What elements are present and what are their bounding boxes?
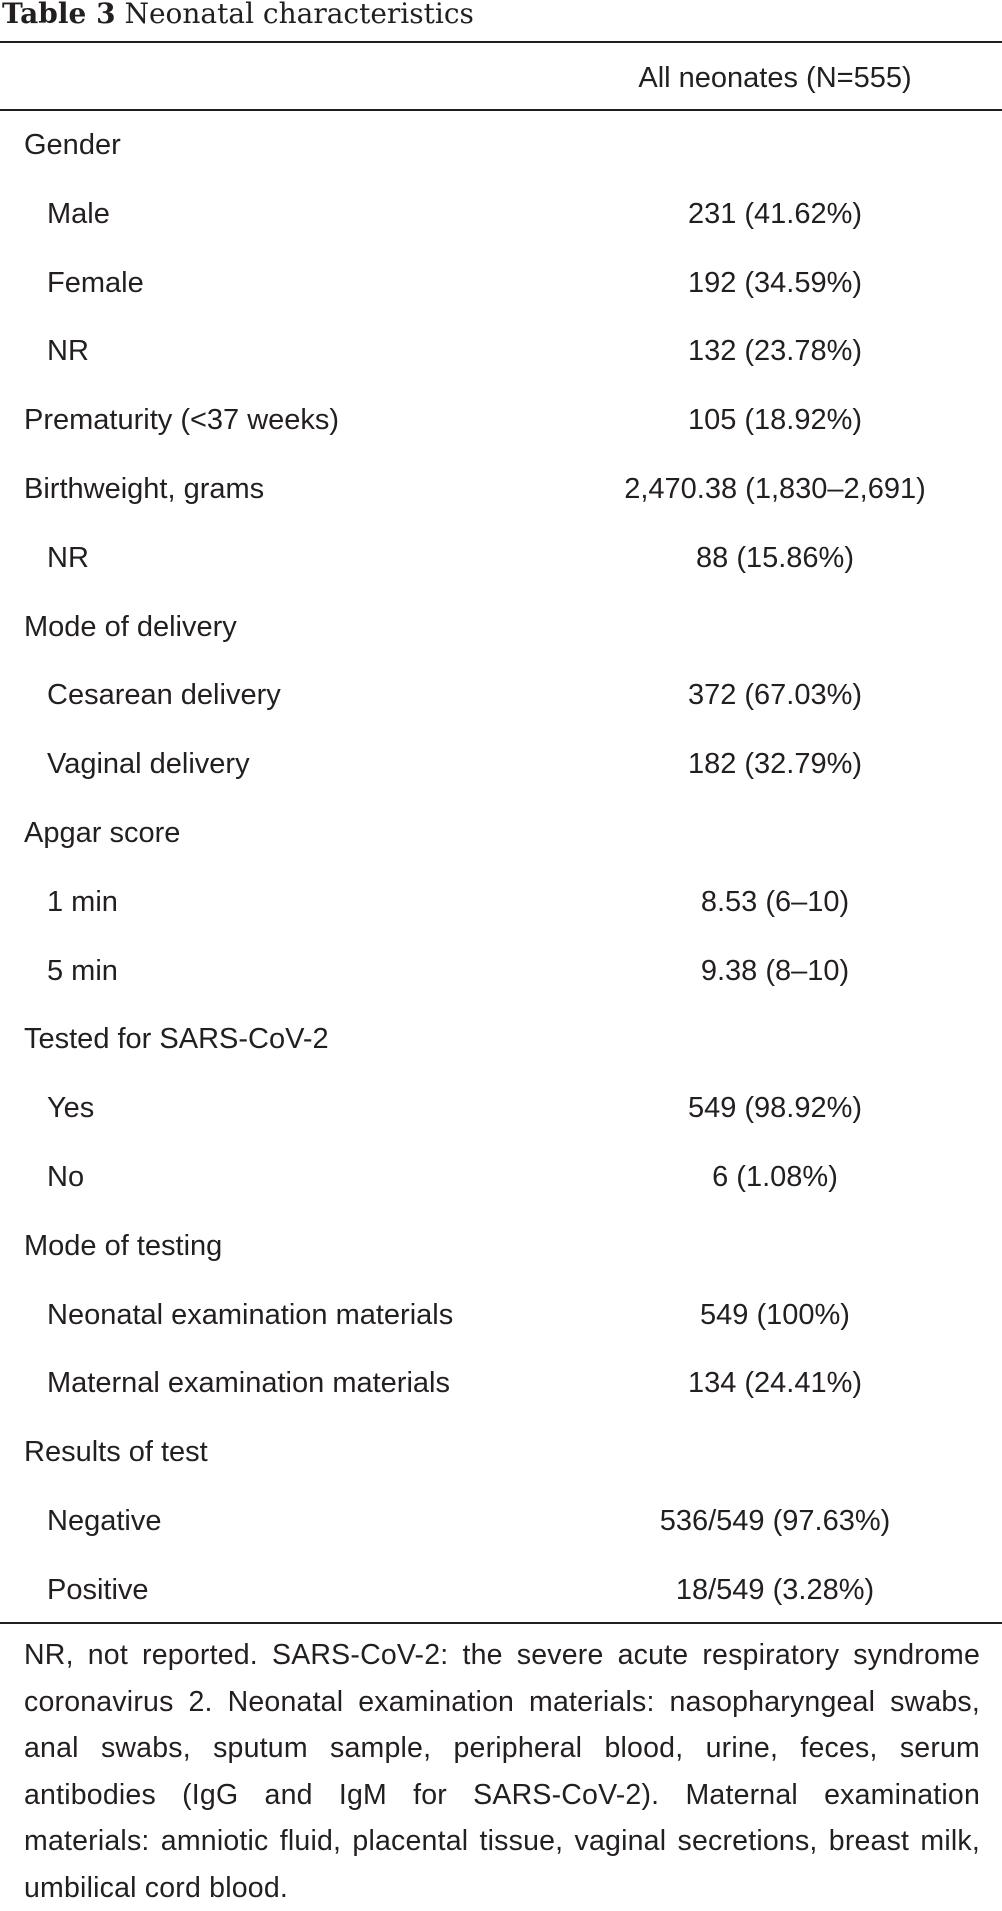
top-rule <box>0 41 1002 43</box>
row-value: 8.53 (6–10) <box>700 885 850 918</box>
table-row <box>0 1287 1002 1356</box>
row-label: Maternal examination materials <box>47 1367 450 1400</box>
row-value: 549 (100%) <box>700 1298 850 1331</box>
row-label: Gender <box>24 129 121 161</box>
row-value: 9.38 (8–10) <box>700 954 850 987</box>
row-label: Cesarean delivery <box>47 679 281 712</box>
row-value: 134 (24.41%) <box>687 1367 863 1400</box>
row-label: No <box>47 1160 85 1193</box>
row-label: Yes <box>47 1092 95 1125</box>
row-value: 18/549 (3.28%) <box>675 1573 875 1606</box>
header-rule <box>0 109 1002 111</box>
row-label: Results of test <box>24 1436 208 1469</box>
row-value: 105 (18.92%) <box>687 404 863 437</box>
table-row <box>0 736 1002 805</box>
row-value: 536/549 (97.63%) <box>659 1504 891 1537</box>
table-row <box>0 1424 1002 1493</box>
row-value: 231 (41.62%) <box>687 197 863 230</box>
row-label: Vaginal delivery <box>47 748 250 781</box>
table-row <box>0 943 1002 1012</box>
row-label: NR <box>47 335 89 368</box>
row-label: Negative <box>47 1504 162 1537</box>
table-row <box>0 186 1002 255</box>
row-value: 372 (67.03%) <box>687 679 863 712</box>
row-label: NR <box>47 541 89 574</box>
table-title <box>2 0 474 34</box>
row-label: Birthweight, grams <box>24 472 265 505</box>
table-row <box>0 874 1002 943</box>
row-label: Female <box>47 266 144 299</box>
row-label: Mode of delivery <box>24 610 237 643</box>
column-header: All neonates (N=555) <box>638 62 912 94</box>
table-row <box>0 805 1002 874</box>
table-row <box>0 392 1002 461</box>
table-row <box>0 1149 1002 1218</box>
table-row <box>0 530 1002 599</box>
bottom-rule <box>0 1622 1002 1624</box>
row-label: Apgar score <box>24 816 181 849</box>
table-caption: Neonatal characteristics <box>124 0 474 30</box>
table-row <box>0 461 1002 530</box>
row-label: Tested for SARS-CoV-2 <box>24 1023 329 1056</box>
table-row <box>0 1493 1002 1562</box>
table-row <box>0 255 1002 324</box>
row-label: 1 min <box>47 885 118 918</box>
row-label: Neonatal examination materials <box>47 1298 454 1331</box>
row-value: 182 (32.79%) <box>687 748 863 781</box>
table-row <box>0 1355 1002 1424</box>
table-row <box>0 1011 1002 1080</box>
row-value: 88 (15.86%) <box>696 541 854 574</box>
row-value: 6 (1.08%) <box>712 1160 838 1193</box>
table-footnote: NR, not reported. SARS-CoV-2: the severe acute respiratory syndrome coronavirus 2. Neonatal examination materials: nasopharyngeal swabs, anal swabs, sputum sample, peripheral blood, urine, feces, serum antibodies (IgG and IgM for SARS-CoV-2). Maternal examination materials: amniotic fluid, placental tissue, vaginal secretions, breast milk, umbilical cord blood. <box>24 1639 980 1904</box>
table-row <box>0 117 1002 186</box>
row-value: 2,470.38 (1,830–2,691) <box>624 472 926 505</box>
table-number: Table 3 <box>2 0 116 30</box>
row-value: 549 (98.92%) <box>687 1092 863 1125</box>
table-row <box>0 1562 1002 1631</box>
table-row <box>0 1080 1002 1149</box>
row-label: Positive <box>47 1573 149 1606</box>
table-row <box>0 323 1002 392</box>
table-row <box>0 599 1002 668</box>
table-row <box>0 667 1002 736</box>
table-body <box>0 117 1002 1631</box>
row-value: 132 (23.78%) <box>687 335 863 368</box>
row-label: Prematurity (<37 weeks) <box>24 404 340 437</box>
row-value: 192 (34.59%) <box>687 266 863 299</box>
table-row <box>0 1218 1002 1287</box>
row-label: Mode of testing <box>24 1229 223 1262</box>
row-label: Male <box>47 197 110 230</box>
row-label: 5 min <box>47 954 118 987</box>
